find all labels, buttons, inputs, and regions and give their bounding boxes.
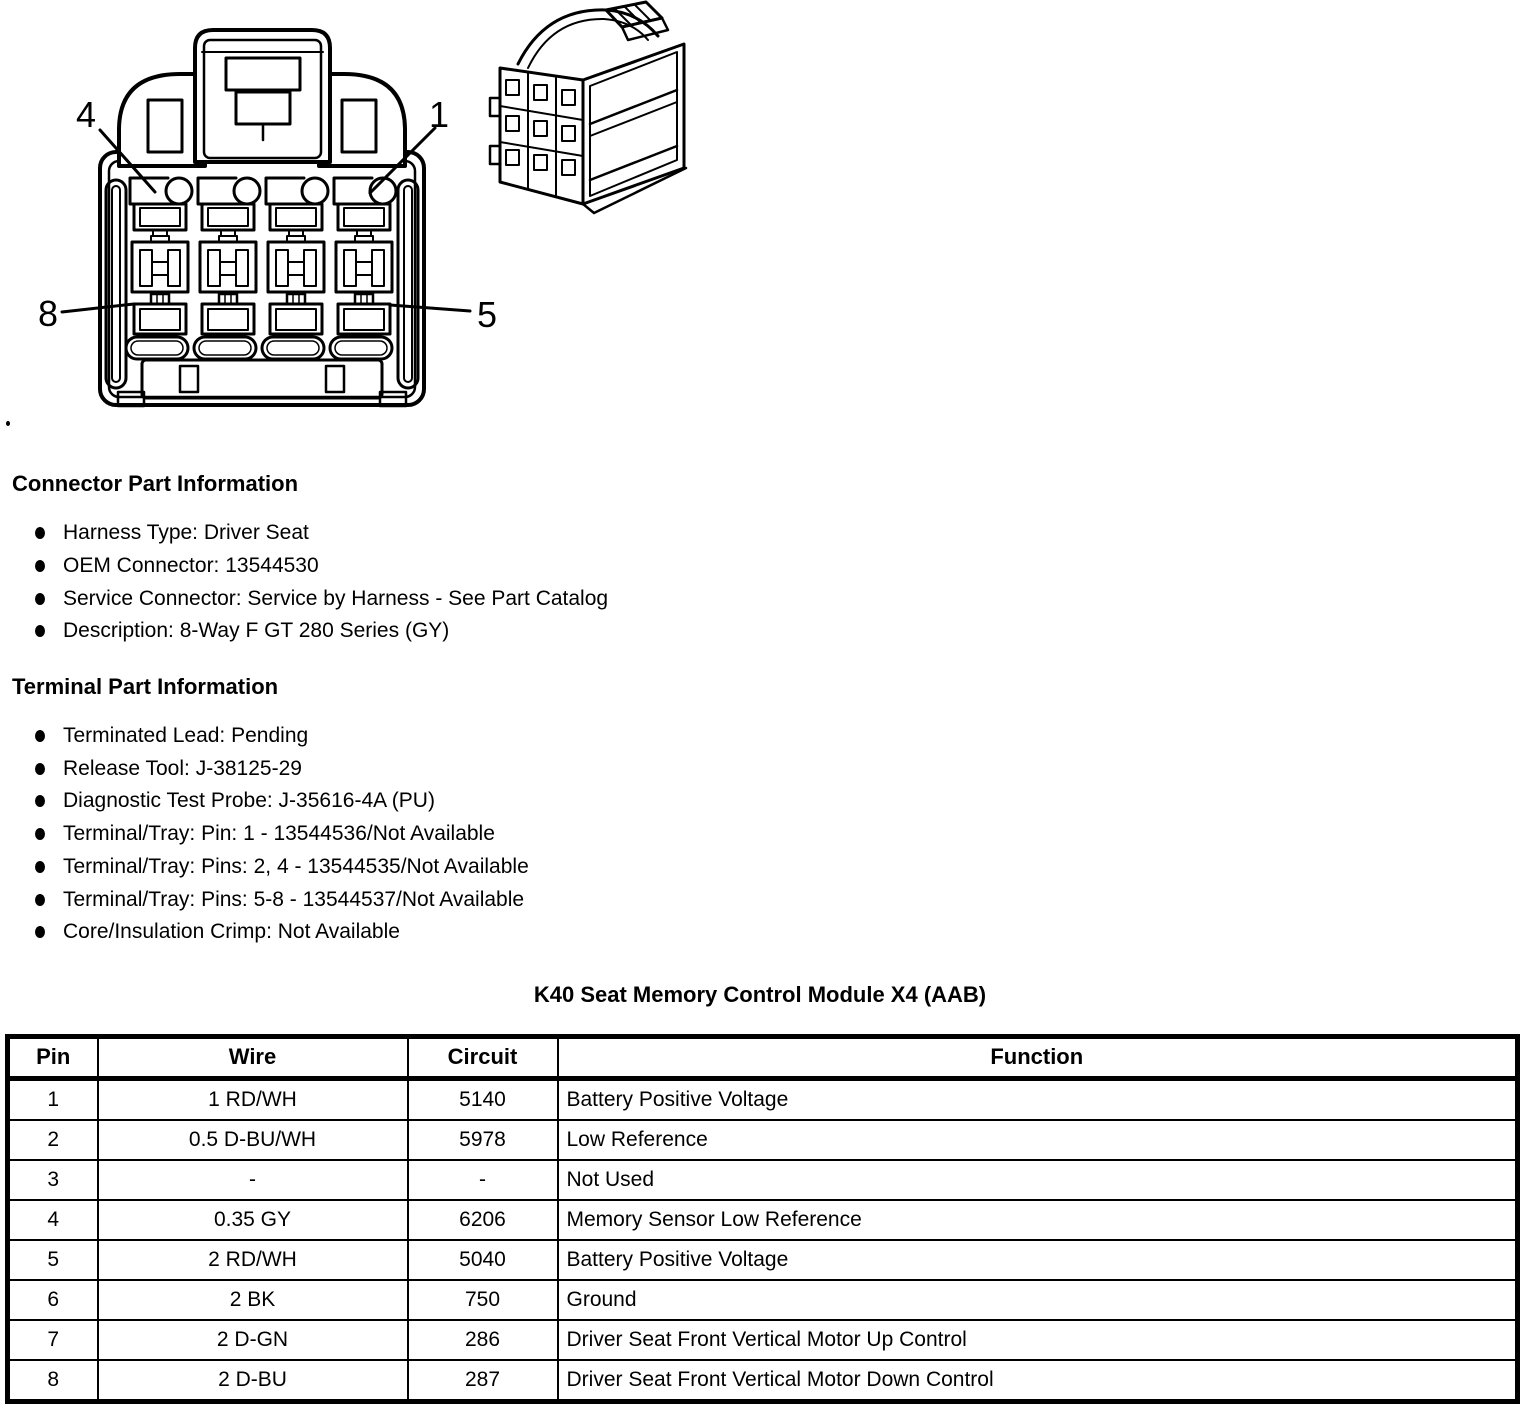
column-header-circuit: Circuit	[408, 1036, 558, 1078]
function-cell: Battery Positive Voltage	[558, 1240, 1518, 1280]
table-row	[8, 1200, 1518, 1240]
function-cell: Low Reference	[558, 1120, 1518, 1160]
wire-cell: 2 RD/WH	[98, 1240, 408, 1280]
list-item-text: Release Tool: J-38125-29	[63, 756, 302, 780]
list-item	[35, 582, 1520, 615]
function-cell: Not Used	[558, 1160, 1518, 1200]
pin-label-4: 4	[75, 94, 97, 135]
terminal-part-info-heading: Terminal Part Information	[12, 673, 279, 699]
pin-cell: 2	[8, 1120, 98, 1160]
list-item-text: Terminal/Tray: Pin: 1 - 13544536/Not Available	[63, 822, 495, 846]
list-item-text: Terminal/Tray: Pins: 2, 4 - 13544535/Not Available	[63, 854, 529, 878]
list-item-text: Description: 8-Way F GT 280 Series (GY)	[63, 619, 450, 643]
list-item-text: Terminal/Tray: Pins: 5-8 - 13544537/Not Available	[63, 887, 525, 911]
pin-label-5: 5	[476, 294, 498, 335]
stray-period-mark	[6, 421, 10, 426]
bullet-icon	[35, 926, 45, 938]
list-item	[35, 720, 1520, 753]
list-item	[35, 785, 1520, 818]
bullet-icon	[35, 625, 45, 637]
list-item	[35, 517, 1520, 550]
list-item	[35, 752, 1520, 785]
pin-cell: 5	[8, 1240, 98, 1280]
bullet-icon	[35, 795, 45, 807]
list-item	[35, 550, 1520, 583]
pin-cell: 7	[8, 1320, 98, 1360]
column-header-pin: Pin	[8, 1036, 98, 1078]
table-row	[8, 1120, 1518, 1160]
wire-cell: 0.35 GY	[98, 1200, 408, 1240]
circuit-cell: 6206	[408, 1200, 558, 1240]
list-item-text: Terminated Lead: Pending	[63, 724, 309, 748]
wire-cell: 2 D-BU	[98, 1360, 408, 1402]
table-row	[8, 1160, 1518, 1200]
bullet-icon	[35, 527, 45, 539]
bullet-icon	[35, 828, 45, 840]
list-item-text: Diagnostic Test Probe: J-35616-4A (PU)	[63, 789, 435, 813]
bullet-icon	[35, 730, 45, 742]
wire-cell: 2 BK	[98, 1280, 408, 1320]
circuit-cell: 286	[408, 1320, 558, 1360]
list-item-text: OEM Connector: 13544530	[63, 554, 319, 578]
pin-cell: 8	[8, 1360, 98, 1402]
connector-part-info-list	[0, 517, 1520, 648]
circuit-cell: -	[408, 1160, 558, 1200]
bullet-icon	[35, 861, 45, 873]
wire-cell: 2 D-GN	[98, 1320, 408, 1360]
circuit-cell: 5140	[408, 1078, 558, 1120]
list-item-text: Harness Type: Driver Seat	[63, 521, 309, 545]
function-cell: Ground	[558, 1280, 1518, 1320]
list-item-text: Core/Insulation Crimp: Not Available	[63, 920, 400, 944]
pin-cell: 1	[8, 1078, 98, 1120]
table-row	[8, 1240, 1518, 1280]
pin-cell: 4	[8, 1200, 98, 1240]
circuit-cell: 750	[408, 1280, 558, 1320]
bullet-icon	[35, 763, 45, 775]
bullet-icon	[35, 593, 45, 605]
table-row	[8, 1280, 1518, 1320]
list-item-text: Service Connector: Service by Harness - See Part Catalog	[63, 586, 609, 610]
list-item	[35, 916, 1520, 949]
pin-function-table	[5, 1034, 1520, 1404]
table-row	[8, 1360, 1518, 1402]
wire-cell: 1 RD/WH	[98, 1078, 408, 1120]
terminal-part-info-list	[0, 720, 1520, 949]
pin-cell: 3	[8, 1160, 98, 1200]
column-header-function: Function	[558, 1036, 1518, 1078]
wire-cell: 0.5 D-BU/WH	[98, 1120, 408, 1160]
connector-diagrams	[0, 0, 1520, 445]
wire-cell: -	[98, 1160, 408, 1200]
bullet-icon	[35, 560, 45, 572]
function-cell: Driver Seat Front Vertical Motor Up Control	[558, 1320, 1518, 1360]
table-row	[8, 1320, 1518, 1360]
circuit-cell: 5978	[408, 1120, 558, 1160]
pin-label-1: 1	[428, 94, 450, 135]
connector-perspective-view-diagram	[488, 0, 705, 215]
pin-label-8: 8	[37, 293, 59, 334]
pin-cell: 6	[8, 1280, 98, 1320]
pin-table-title: K40 Seat Memory Control Module X4 (AAB)	[533, 981, 987, 1007]
table-row	[8, 1078, 1518, 1120]
list-item	[35, 818, 1520, 851]
circuit-cell: 287	[408, 1360, 558, 1402]
circuit-cell: 5040	[408, 1240, 558, 1280]
function-cell: Battery Positive Voltage	[558, 1078, 1518, 1120]
function-cell: Memory Sensor Low Reference	[558, 1200, 1518, 1240]
function-cell: Driver Seat Front Vertical Motor Down Control	[558, 1360, 1518, 1402]
column-header-wire: Wire	[98, 1036, 408, 1078]
list-item	[35, 851, 1520, 884]
table-header-row	[8, 1036, 1518, 1078]
connector-front-view-diagram	[30, 0, 500, 425]
list-item	[35, 883, 1520, 916]
connector-part-info-heading: Connector Part Information	[12, 471, 299, 496]
list-item	[35, 615, 1520, 648]
bullet-icon	[35, 894, 45, 906]
pin5-leader-line	[390, 305, 470, 311]
